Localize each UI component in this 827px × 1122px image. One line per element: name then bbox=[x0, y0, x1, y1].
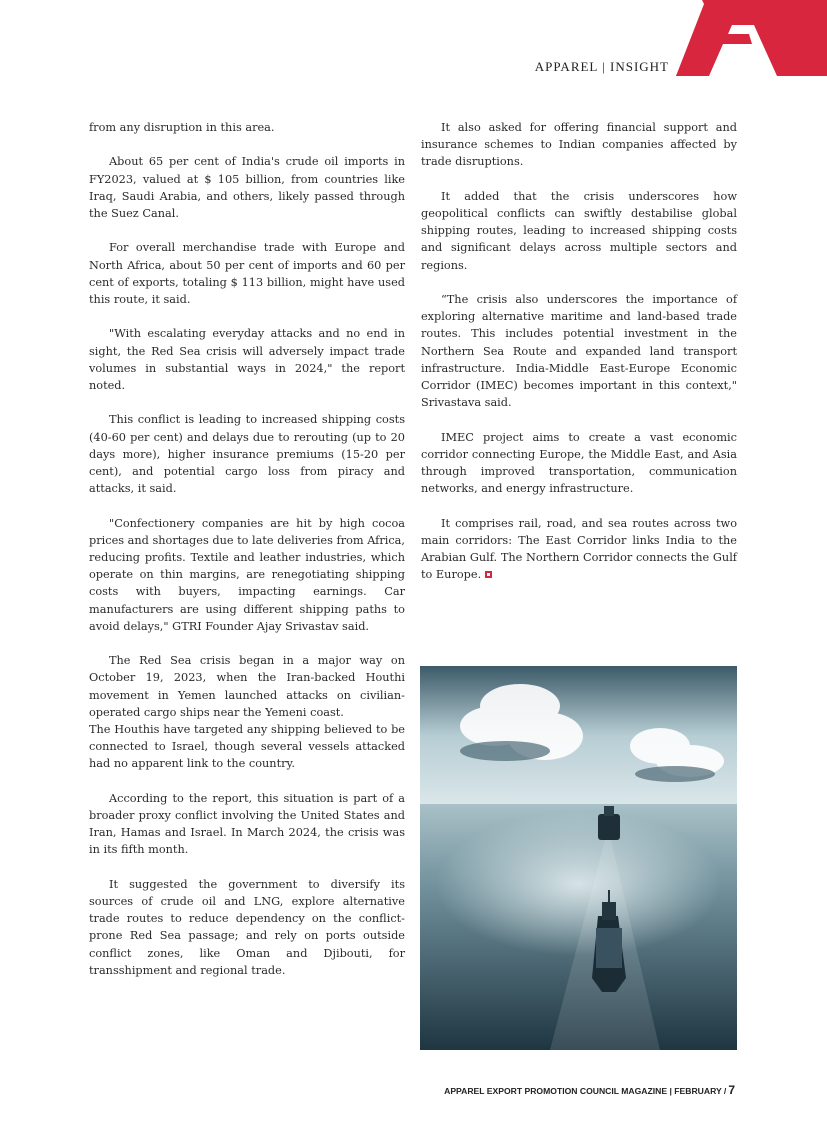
left-column bbox=[89, 119, 405, 996]
cargo-ships-at-sea-photo bbox=[420, 666, 737, 1050]
paragraph: For overall merchandise trade with Europe and North Africa, about 50 per cent of imports and 60 per cent of exports, totaling $ 113 billion, might have used this route, it said. bbox=[89, 241, 405, 306]
paragraph: from any disruption in this area. bbox=[89, 121, 275, 134]
paragraph: IMEC project aims to create a vast economic corridor connecting Europe, the Middle East, and Asia through improved transportation, communication networks, and energy infrastructure. bbox=[421, 430, 737, 496]
section-label: APPAREL | INSIGHT bbox=[534, 59, 669, 74]
page-number: 7 bbox=[728, 1083, 735, 1097]
paragraph: This conflict is leading to increased shipping costs (40-60 per cent) and delays due to rerouting (up to 20 days more), higher insurance premiums (15-20 per cent), and potential cargo loss from piracy and attacks, it said. bbox=[89, 413, 405, 496]
footer-publication: APPAREL EXPORT PROMOTION COUNCIL MAGAZINE | FEBRUARY / bbox=[444, 1086, 727, 1096]
paragraph: About 65 per cent of India's crude oil imports in FY2023, valued at $ 105 billion, from countries like Iraq, Saudi Arabia, and others, likely passed through the Suez Canal. bbox=[89, 155, 405, 220]
paragraph: "Confectionery companies are hit by high cocoa prices and shortages due to late deliveries from Africa, reducing profits. Textile and leather industries, which operate on thin margins, are renegotiating shipping costs with buyers, impacting earnings. Car manufacturers are using different shipping paths to avoid delays," GTRI Founder Ajay Srivastav said. bbox=[89, 516, 406, 633]
end-of-article-icon bbox=[485, 571, 492, 578]
magazine-logo bbox=[676, 0, 827, 76]
page-footer bbox=[444, 1083, 735, 1097]
paragraph: “The crisis also underscores the importance of exploring alternative maritime and land-based trade routes. This includes potential investment in the Northern Sea Route and expanded land transport infrastructure. India-Middle East-Europe Economic Corridor (IMEC) becomes important in this context," Srivastava said. bbox=[421, 293, 737, 410]
paragraph: It added that the crisis underscores how geopolitical conflicts can swiftly destabilise global shipping routes, leading to increased shipping costs and significant delays across multiple sectors and regions. bbox=[421, 189, 737, 272]
right-column bbox=[421, 119, 737, 601]
paragraph: The Red Sea crisis began in a major way on October 19, 2023, when the Iran-backed Houthi movement in Yemen launched attacks on civilian-operated cargo ships near the Yemeni coast. bbox=[89, 654, 405, 719]
paragraph: According to the report, this situation is part of a broader proxy conflict involving the United States and Iran, Hamas and Israel. In March 2024, the crisis was in its fifth month. bbox=[89, 791, 405, 857]
paragraph: It also asked for offering financial support and insurance schemes to Indian companies affected by trade disruptions. bbox=[421, 121, 737, 169]
paragraph: It suggested the government to diversify its sources of crude oil and LNG, explore alternative trade routes to reduce dependency on the conflict-prone Red Sea passage; and rely on ports outside conflict zones, like Oman and Djibouti, for transshipment and regional trade. bbox=[89, 877, 405, 977]
paragraph-final-text: It comprises rail, road, and sea routes across two main corridors: The East Corridor links India to the Arabian Gulf. The Northern Corridor connects the Gulf to Europe. bbox=[421, 516, 737, 582]
paragraph: "With escalating everyday attacks and no end in sight, the Red Sea crisis will adversely impact trade volumes in substantial ways in 2024," the report noted. bbox=[89, 327, 405, 392]
paragraph-final bbox=[421, 515, 737, 584]
paragraph: The Houthis have targeted any shipping believed to be connected to Israel, though several vessels attacked had no apparent link to the country. bbox=[89, 723, 405, 771]
